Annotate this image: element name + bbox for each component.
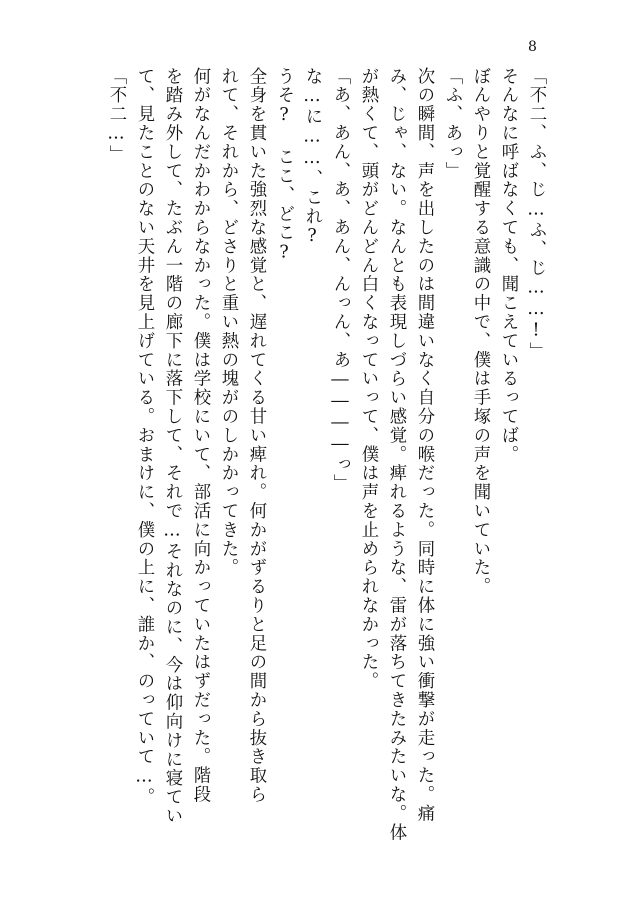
text-line-6: み、じゃ、ない。なんとも表現しづらい感覚。痺れるような、雷が落ちてきたみたいな。体 xyxy=(386,67,406,842)
text-line-5: 次の瞬間、声を出したのは間違いなく自分の喉だった。同時に体に強い衝撃が走った。痛 xyxy=(414,67,434,823)
page-number: 8 xyxy=(528,39,537,55)
text-line-10: うそ? ここ、どこ? xyxy=(274,67,294,264)
text-line-14: を踏み外して、たぶん一階の廊下に落下して、それで…それなのに、今は仰向けに寝てい xyxy=(162,67,182,826)
text-line-2: そんなに呼ばなくても、聞こえているってば。 xyxy=(498,67,518,464)
text-line-4: 「ふ、あっ」 xyxy=(442,67,462,181)
text-line-12: れて、それから、どさりと重い熱の塊がのしかかってきた。 xyxy=(218,67,238,578)
text-line-9: な…に……、これ? xyxy=(302,67,322,248)
text-line-1: 「不二、ふ、じ…ふ、じ……!」 xyxy=(526,67,546,361)
text-line-7: が熱くて、頭がどんどん白くなっていって、僕は声を止められなかった。 xyxy=(358,67,378,691)
text-line-13: 何がなんだかわからなかった。僕は学校にいて、部活に向かっていたはずだった。階段 xyxy=(190,67,210,805)
text-line-3: ぼんやりと覚醒する意識の中で、僕は手塚の声を聞いていた。 xyxy=(470,67,490,597)
text-line-16: 「不二…」 xyxy=(106,67,126,165)
text-line-15: て、見たことのない天井を見上げている。おまけに、僕の上に、誰か、のっていて…。 xyxy=(134,67,154,807)
text-line-8: 「あ、あん、あ、あん、んっん、あ――――っ」 xyxy=(330,67,350,494)
text-line-11: 全身を貫いた強烈な感覚と、遅れてくる甘い痺れ。何かがずるりと足の間から抜き取ら xyxy=(246,67,266,805)
